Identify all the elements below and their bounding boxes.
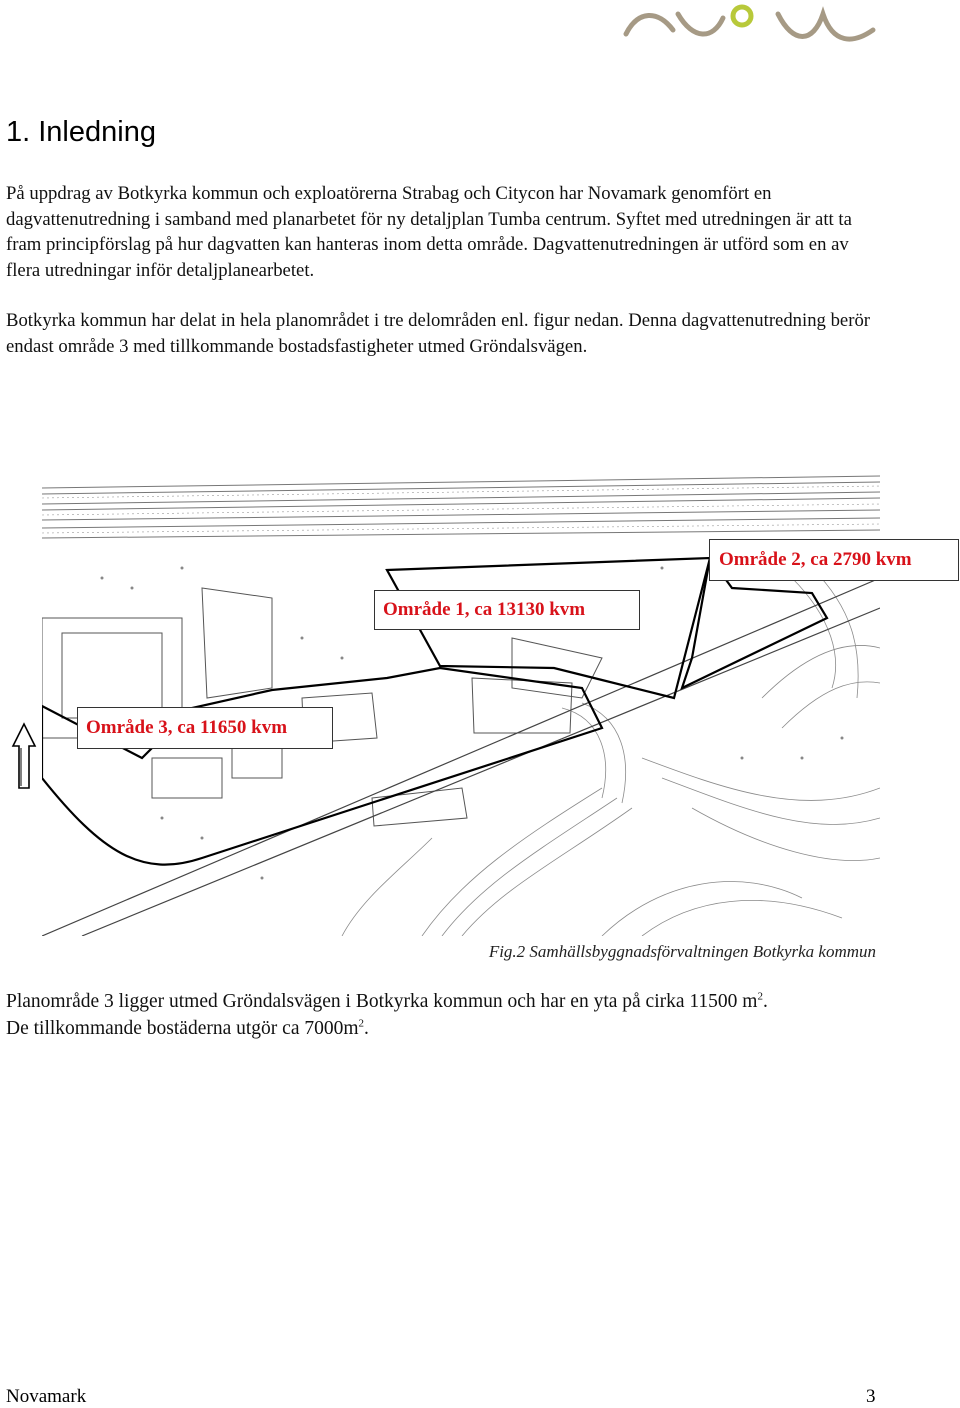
closing-paragraph: [6, 988, 886, 1042]
figure-caption: Fig.2 Samhällsbyggnadsförvaltningen Botkyrka kommun: [488, 942, 876, 961]
scope-paragraph: Botkyrka kommun har delat in hela planområdet i tre delområden enl. figur nedan. Denna dagvattenutredning berör endast område 3 med tillkommande bostadsfastigheter utmed Gröndalsvägen.: [6, 310, 871, 357]
section-number: 1.: [6, 116, 31, 148]
area3-boundary: [42, 668, 602, 865]
area1-label: Område 1, ca 13130 kvm: [374, 590, 640, 630]
section-title: [6, 116, 156, 149]
area2-label: Område 2, ca 2790 kvm: [709, 539, 959, 581]
area3-label: Område 3, ca 11650 kvm: [77, 707, 333, 749]
closing-sup-1: 2: [757, 990, 763, 1003]
nova-logo: [618, 0, 880, 48]
planning-map: [42, 458, 880, 936]
closing-line-1: Planområde 3 ligger utmed Gröndalsvägen i Botkyrka kommun och har en yta på cirka 11500 m: [6, 991, 758, 1012]
page-number: 3: [866, 1386, 876, 1407]
section-title-text: Inledning: [38, 116, 156, 148]
closing-line-1-end: .: [762, 991, 768, 1012]
closing-line-2-end: .: [364, 1018, 369, 1039]
map-drawing: [42, 458, 880, 936]
closing-sup-2: 2: [358, 1017, 365, 1030]
north-arrow-icon: [10, 722, 38, 792]
closing-line-2: De tillkommande bostäderna utgör ca 7000m: [6, 1018, 359, 1039]
intro-paragraph: På uppdrag av Botkyrka kommun och exploatörerna Strabag och Citycon har Novamark genomfört en dagvattenutredning i samband med planarbetet för ny detaljplan Tumba centrum. Syftet med utredningen är att ta fram principförslag på hur dagvatten kan hanteras inom detta område. Dagvattenutredningen är utförd som en av flera utredningar inför detaljplanearbetet.: [6, 183, 852, 281]
footer-company: Novamark: [6, 1386, 87, 1407]
